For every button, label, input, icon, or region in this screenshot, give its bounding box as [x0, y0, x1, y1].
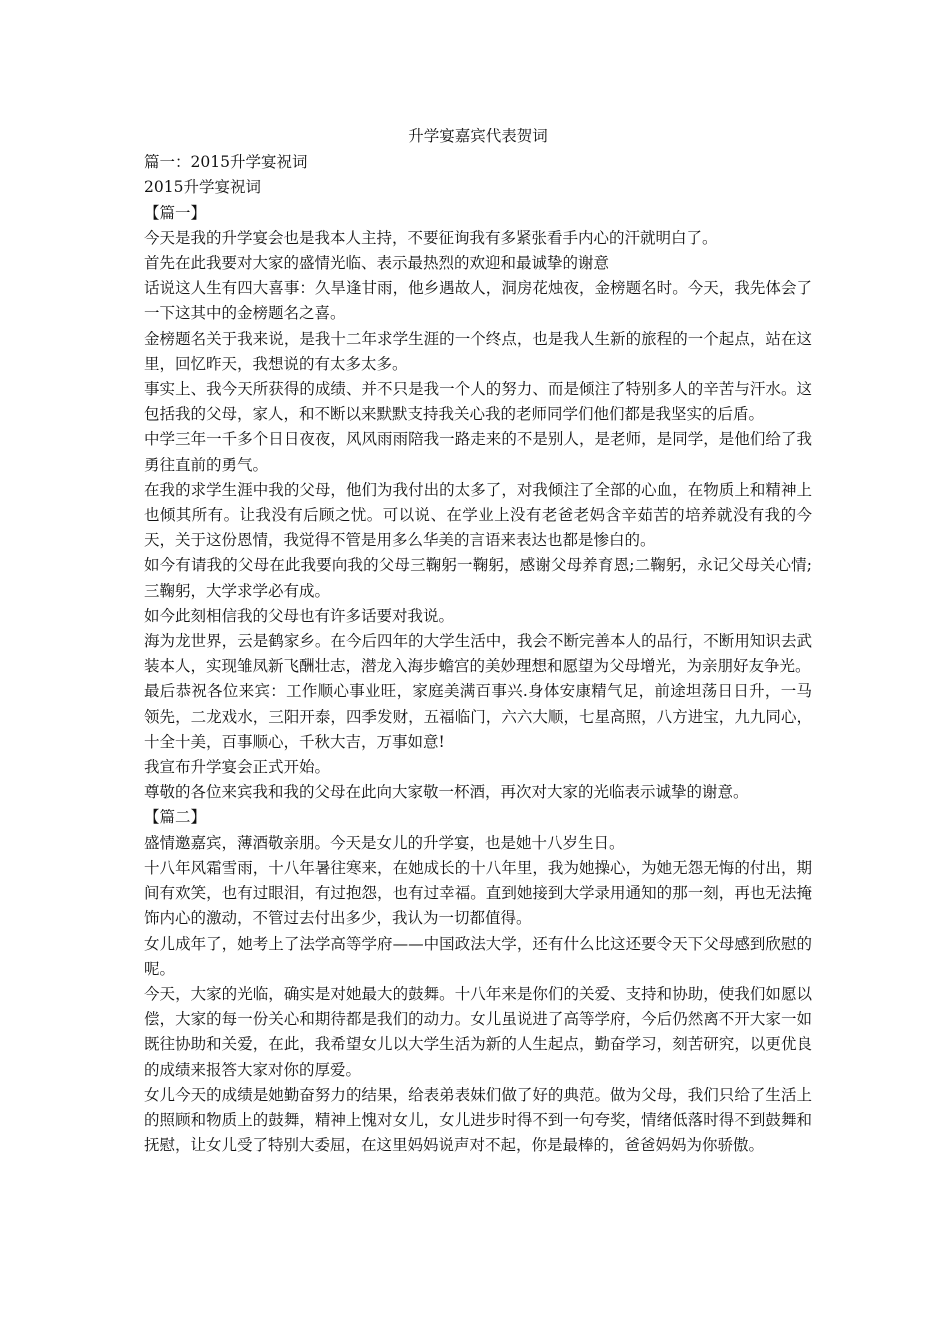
paragraph: 金榜题名关于我来说，是我十二年求学生涯的一个终点，也是我人生新的旅程的一个起点，站在这里，回忆昨天，我想说的有太多太多。 [144, 329, 812, 373]
paragraph: 事实上、我今天所获得的成绩、并不只是我一个人的努力、而是倾注了特别多人的辛苦与汗水。这包括我的父母，家人，和不断以来默默支持我关心我的老师同学们他们都是我坚实的后盾。 [144, 380, 812, 424]
paragraph: 我宣布升学宴会正式开始。 [144, 758, 331, 777]
paragraph: 十八年风霜雪雨，十八年暑往寒来，在她成长的十八年里，我为她操心，为她无怨无悔的付出，期间有欢笑，也有过眼泪，有过抱怨，也有过幸福。直到她接到大学录用通知的那一刻，再也无法掩饰内心的激动，不管过去付出多少，我认为一切都值得。 [144, 858, 812, 928]
document-title: 升学宴嘉宾代表贺词 [408, 127, 548, 145]
paragraph: 女儿今天的成绩是她勤奋努力的结果，给表弟表妹们做了好的典范。做为父母，我们只给了生活上的照顾和物质上的鼓舞，精神上愧对女儿，女儿进步时得不到一句夸奖，情绪低落时得不到鼓舞和抚慰，让女儿受了特别大委屈，在这里妈妈说声对不起，你是最棒的，爸爸妈妈为你骄傲。 [144, 1085, 812, 1155]
document-page [144, 124, 812, 1158]
paragraph: 海为龙世界，云是鹤家乡。在今后四年的大学生活中，我会不断完善本人的品行，不断用知识去武装本人，实现雏凤新飞酬壮志，潜龙入海步蟾宫的美妙理想和愿望为父母增光，为亲朋好友争光。 [144, 632, 812, 676]
paragraph: 在我的求学生涯中我的父母，他们为我付出的太多了，对我倾注了全部的心血，在物质上和精神上也倾其所有。让我没有后顾之忧。可以说、在学业上没有老爸老妈含辛茹苦的培养就没有我的今天，关于这份恩情，我觉得不管是用多么华美的言语来表达也都是惨白的。 [144, 480, 812, 550]
paragraph: 如今有请我的父母在此我要向我的父母三鞠躬一鞠躬，感谢父母养育恩;二鞠躬，永记父母关心情;三鞠躬，大学求学必有成。 [144, 556, 812, 600]
paragraph: 篇一：2015升学宴祝词 [144, 153, 308, 172]
paragraph: 【篇一】 [144, 203, 207, 222]
paragraph: 话说这人生有四大喜事：久旱逢甘雨，他乡遇故人，洞房花烛夜，金榜题名时。今天，我先体会了一下这其中的金榜题名之喜。 [144, 279, 812, 323]
paragraph: 中学三年一千多个日日夜夜，风风雨雨陪我一路走来的不是别人，是老师，是同学，是他们给了我勇往直前的勇气。 [144, 430, 812, 474]
paragraph: 首先在此我要对大家的盛情光临、表示最热烈的欢迎和最诚挚的谢意 [144, 254, 610, 273]
paragraph: 尊敬的各位来宾我和我的父母在此向大家敬一杯酒，再次对大家的光临表示诚挚的谢意。 [144, 783, 749, 802]
paragraph: 盛情邀嘉宾，薄酒敬亲朋。今天是女儿的升学宴，也是她十八岁生日。 [144, 833, 625, 852]
paragraph: 女儿成年了，她考上了法学高等学府——中国政法大学，还有什么比这还要令天下父母感到欣慰的呢。 [144, 934, 812, 978]
paragraph: 今天是我的升学宴会也是我本人主持，不要征询我有多紧张看手内心的汗就明白了。 [144, 228, 718, 247]
paragraph: 如今此刻相信我的父母也有许多话要对我说。 [144, 606, 455, 625]
document-body [144, 150, 812, 1158]
paragraph: 最后恭祝各位来宾：工作顺心事业旺，家庭美满百事兴.身体安康精气足，前途坦荡日日升，一马领先，二龙戏水，三阳开泰，四季发财，五福临门，六六大顺，七星高照，八方进宝，九九同心，十全十美，百事顺心，千秋大吉，万事如意! [144, 682, 812, 751]
paragraph: 【篇二】 [144, 808, 207, 827]
paragraph: 今天，大家的光临，确实是对她最大的鼓舞。十八年来是你们的关爱、支持和协助，使我们如愿以偿，大家的每一份关心和期待都是我们的动力。女儿虽说进了高等学府，今后仍然离不开大家一如既往协助和关爱，在此，我希望女儿以大学生活为新的人生起点，勤奋学习，刻苦研究，以更优良的成绩来报答大家对你的厚爱。 [144, 984, 812, 1079]
paragraph: 2015升学宴祝词 [144, 178, 261, 197]
